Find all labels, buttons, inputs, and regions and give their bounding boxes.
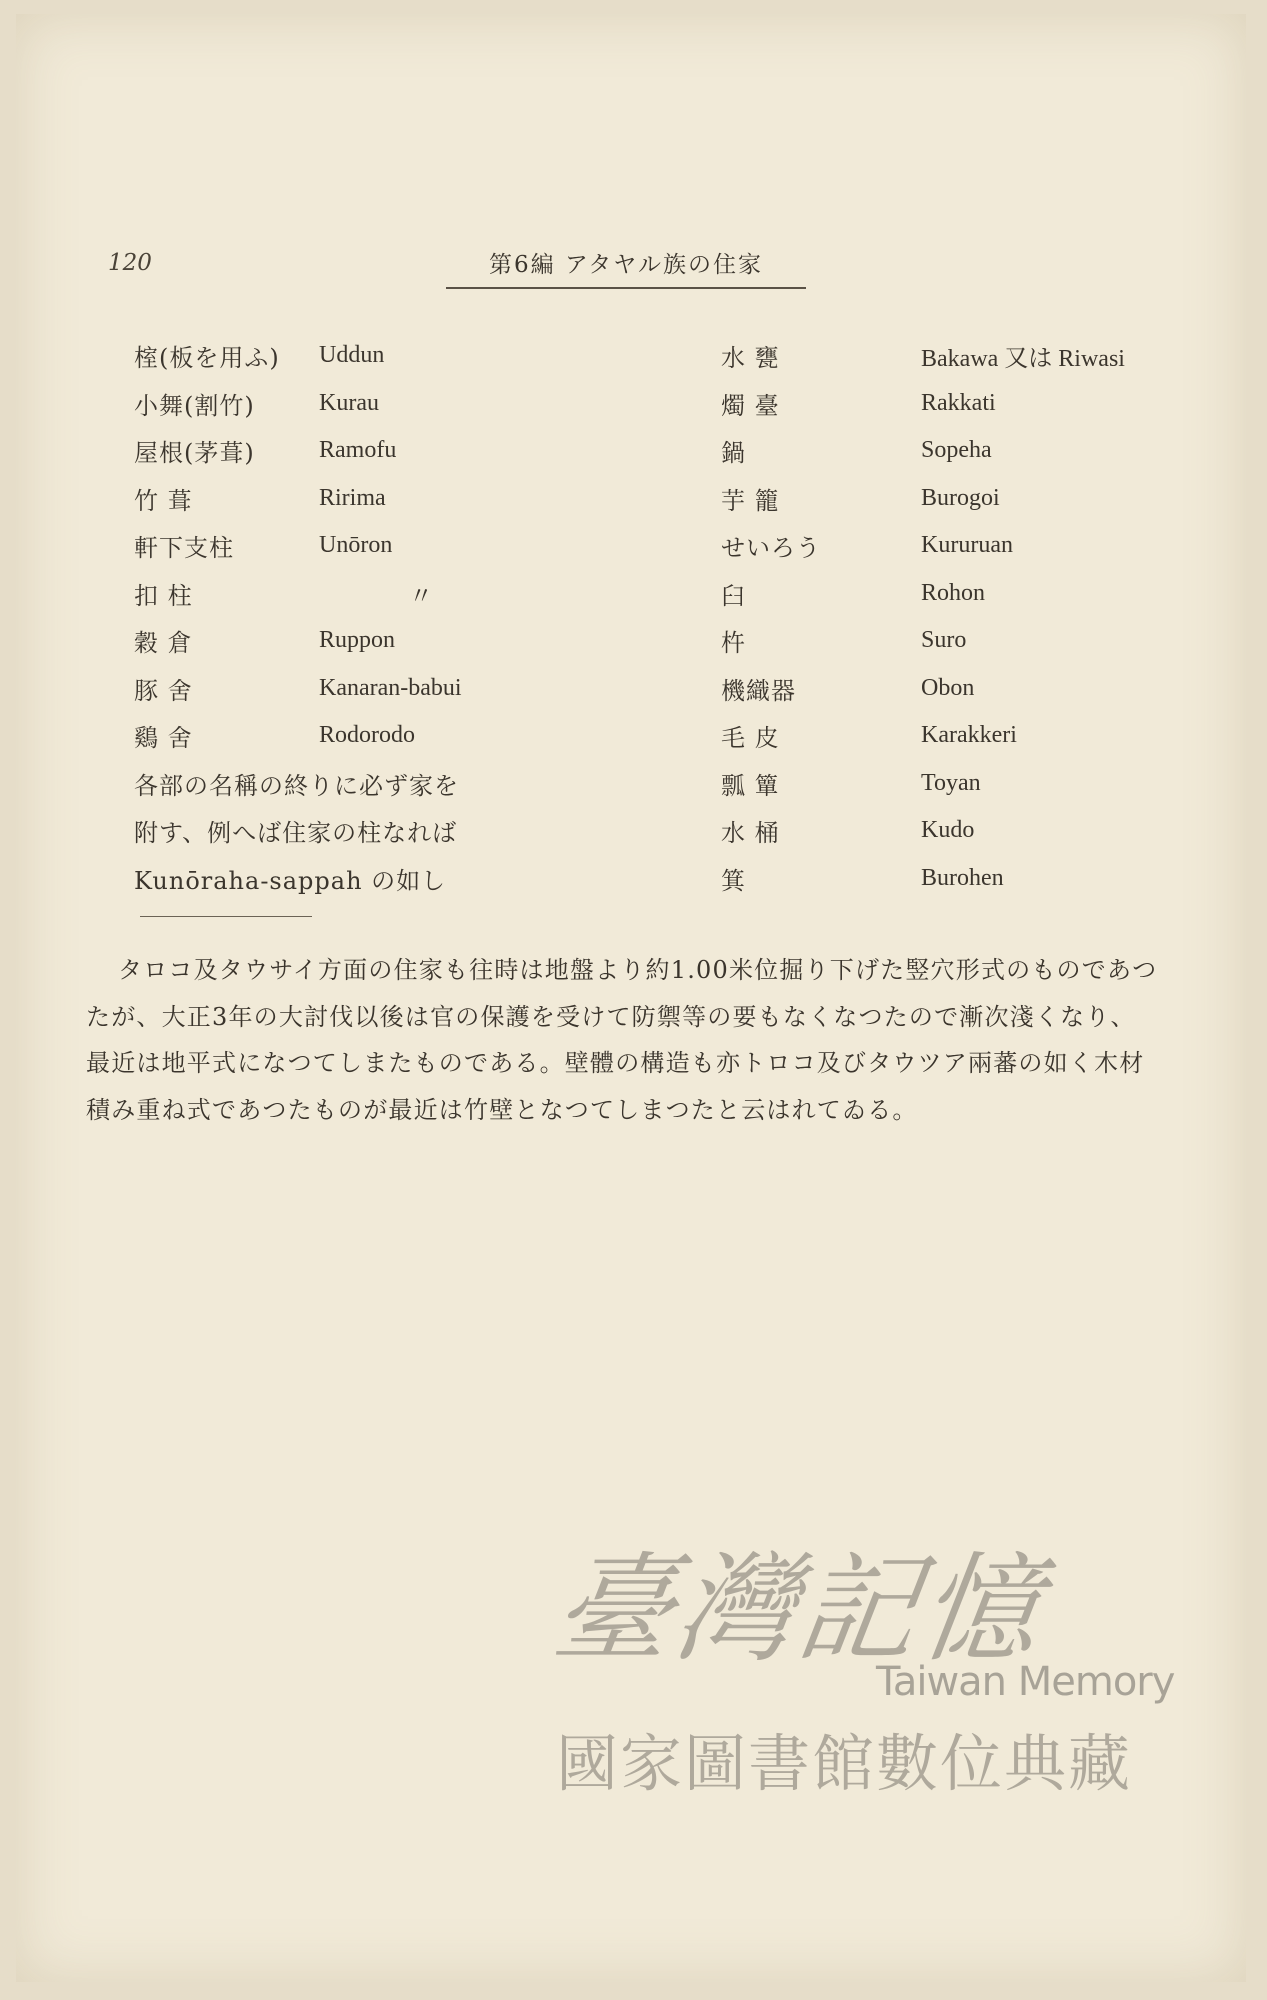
- atayal-word: Kurau: [319, 389, 379, 416]
- running-header-title: 第6編 アタヤル族の住家: [446, 246, 806, 289]
- atayal-word: Ruppon: [319, 627, 396, 654]
- vocabulary-table: [134, 332, 1125, 902]
- table-row: [134, 522, 1125, 570]
- atayal-word: Rakkati: [921, 389, 996, 416]
- watermark-english: Taiwan Memory: [876, 1659, 1175, 1705]
- table-row: [134, 475, 1125, 523]
- watermark-logo: 臺灣記憶: [544, 1540, 1053, 1678]
- atayal-word: Rodorodo: [319, 722, 415, 749]
- table-row: [134, 570, 1125, 618]
- atayal-word: Uddun: [319, 342, 385, 369]
- japanese-term: 箕: [721, 866, 746, 895]
- japanese-term: 燭 臺: [721, 391, 780, 420]
- watermark-chinese: 國家圖書館數位典藏: [556, 1727, 1133, 1800]
- atayal-word: Ramofu: [319, 437, 397, 464]
- japanese-term: 鷄 舍: [134, 724, 193, 753]
- atayal-word: Toyan: [921, 769, 981, 796]
- japanese-term: 扣 柱: [134, 581, 193, 610]
- paragraph-line: たが、大正3年の大討伐以後は官の保護を受けて防禦等の要もなくなつたので漸次淺くなり、: [86, 1002, 1136, 1031]
- atayal-word: Rohon: [921, 579, 986, 606]
- atayal-word: Unōron: [319, 532, 393, 559]
- table-row: [134, 332, 1125, 380]
- japanese-term: 豚 舍: [134, 676, 193, 705]
- atayal-word: Suro: [921, 627, 967, 654]
- table-row: [134, 712, 1125, 760]
- japanese-term: 毛 皮: [721, 724, 780, 753]
- japanese-term: 榁(板を用ふ): [134, 344, 280, 373]
- document-page: [16, 14, 1246, 1982]
- atayal-word: Kanaran-babui: [319, 674, 462, 701]
- paragraph-line: 積み重ね式であつたものが最近は竹壁となつてしまつたと云はれてゐる。: [86, 1095, 918, 1124]
- japanese-term: 臼: [721, 581, 746, 610]
- atayal-word: Kudo: [921, 817, 975, 844]
- japanese-term: 小舞(割竹): [134, 391, 255, 420]
- table-row: [134, 380, 1125, 428]
- japanese-term: せいろう: [721, 534, 821, 563]
- japanese-term: 鍋: [721, 439, 746, 468]
- japanese-term: 水 桶: [721, 819, 780, 848]
- atayal-word: Bakawa 又は Riwasi: [921, 346, 1125, 373]
- section-divider: [140, 916, 312, 917]
- japanese-term: 瓢 簞: [721, 771, 780, 800]
- japanese-term: 軒下支柱: [134, 534, 234, 563]
- watermark: [544, 1514, 1196, 1844]
- atayal-word: Obon: [921, 674, 975, 701]
- naming-note-line: 各部の名稱の終りに必ず家を: [134, 771, 459, 800]
- table-row: [134, 427, 1125, 475]
- atayal-word: Burohen: [921, 864, 1004, 891]
- table-row: [134, 617, 1125, 665]
- atayal-word: Sopeha: [921, 437, 992, 464]
- table-row: [134, 855, 1125, 903]
- japanese-term: 杵: [721, 629, 746, 658]
- atayal-word: Burogoi: [921, 484, 1000, 511]
- paragraph-line: タロコ及タウサイ方面の住家も往時は地盤より約1.00米位掘り下げた竪穴形式のものであつ: [118, 956, 1158, 984]
- japanese-term: 屋根(茅葺): [134, 439, 255, 468]
- atayal-word: Ririma: [319, 484, 386, 511]
- table-row: [134, 665, 1125, 713]
- atayal-word: 〃: [409, 583, 433, 610]
- atayal-word: Kururuan: [921, 532, 1013, 559]
- japanese-term: 穀 倉: [134, 629, 193, 658]
- naming-note-line: Kunōraha-sappah の如し: [134, 866, 447, 895]
- japanese-term: 芋 籠: [721, 486, 780, 515]
- paragraph-line: 最近は地平式になつてしまたものである。壁體の構造も亦トロコ及びタウツア兩蕃の如く木材: [86, 1049, 1145, 1077]
- body-paragraph: [86, 947, 1171, 1133]
- japanese-term: 水 甕: [721, 344, 780, 373]
- table-row: [134, 807, 1125, 855]
- japanese-term: 機織器: [721, 676, 796, 705]
- japanese-term: 竹 葺: [134, 486, 193, 515]
- naming-note-line: 附す、例へば住家の柱なれば: [134, 819, 458, 848]
- page-number: 120: [108, 250, 152, 276]
- table-row: [134, 760, 1125, 808]
- atayal-word: Karakkeri: [921, 722, 1017, 749]
